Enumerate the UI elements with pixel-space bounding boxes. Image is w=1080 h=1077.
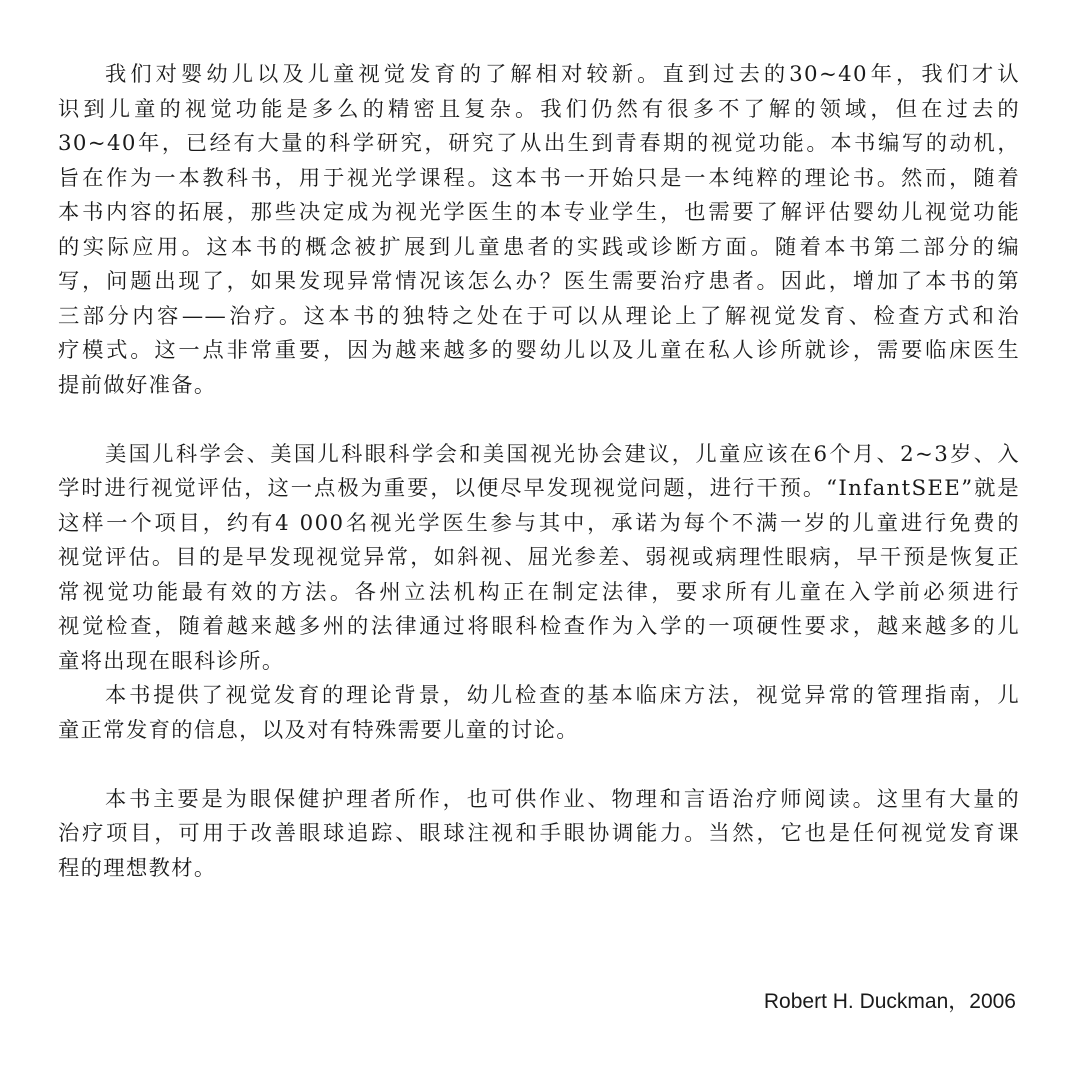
text-line: 旨在作为一本教科书，用于视光学课程。这本书一开始只是一本纯粹的理论书。然而，随着 bbox=[58, 165, 1020, 191]
text-line: 的实际应用。这本书的概念被扩展到儿童患者的实践或诊断方面。随着本书第二部分的编 bbox=[58, 234, 1020, 260]
text-line: 治疗项目，可用于改善眼球追踪、眼球注视和手眼协调能力。当然，它也是任何视觉发育课 bbox=[58, 821, 1020, 846]
text-line: 童正常发育的信息，以及对有特殊需要儿童的讨论。 bbox=[58, 717, 579, 743]
text-line: 本书内容的拓展，那些决定成为视光学医生的本专业学生，也需要了解评估婴幼儿视觉功能 bbox=[58, 200, 1020, 225]
paragraph-spacer bbox=[58, 748, 1020, 783]
preface-body bbox=[58, 58, 1020, 886]
text-line: 这样一个项目，约有4 000名视光学医生参与其中，承诺为每个不满一岁的儿童进行免费的 bbox=[58, 510, 1020, 536]
text-line: 本书提供了视觉发育的理论背景，幼儿检查的基本临床方法，视觉异常的管理指南，儿 bbox=[105, 683, 1020, 708]
text-line: 常视觉功能最有效的方法。各州立法机构正在制定法律，要求所有儿童在入学前必须进行 bbox=[58, 579, 1020, 605]
author-signature: Robert H. Duckman，2006 bbox=[763, 990, 1016, 1013]
text-line: 识到儿童的视觉功能是多么的精密且复杂。我们仍然有很多不了解的领域，但在过去的 bbox=[58, 96, 1020, 122]
text-line: 本书主要是为眼保健护理者所作，也可供作业、物理和言语治疗师阅读。这里有大量的 bbox=[105, 786, 1020, 812]
text-line: 视觉检查，随着越来越多州的法律通过将眼科检查作为入学的一项硬性要求，越来越多的儿 bbox=[58, 614, 1020, 639]
text-line: 30~40年，已经有大量的科学研究，研究了从出生到青春期的视觉功能。本书编写的动机， bbox=[58, 131, 1020, 156]
text-line: 童将出现在眼科诊所。 bbox=[58, 648, 285, 674]
text-line: 视觉评估。目的是早发现视觉异常，如斜视、屈光参差、弱视或病理性眼病，早干预是恢复正 bbox=[58, 545, 1020, 570]
text-line: 学时进行视觉评估，这一点极为重要，以便尽早发现视觉问题，进行干预。“InfantSEE”就是 bbox=[58, 476, 1020, 501]
text-line: 程的理想教材。 bbox=[58, 855, 217, 881]
paragraph-spacer bbox=[58, 403, 1020, 438]
paragraph-4 bbox=[58, 783, 1020, 887]
text-line: 疗模式。这一点非常重要，因为越来越多的婴幼儿以及儿童在私人诊所就诊，需要临床医生 bbox=[58, 338, 1020, 363]
text-line: 我们对婴幼儿以及儿童视觉发育的了解相对较新。直到过去的30~40年，我们才认 bbox=[105, 62, 1020, 87]
text-line: 美国儿科学会、美国儿科眼科学会和美国视光协会建议，儿童应该在6个月、2~3岁、入 bbox=[105, 441, 1020, 467]
text-line: 提前做好准备。 bbox=[58, 372, 217, 398]
paragraph-2 bbox=[58, 438, 1020, 680]
paragraph-1 bbox=[58, 58, 1020, 403]
text-line: 三部分内容——治疗。这本书的独特之处在于可以从理论上了解视觉发育、检查方式和治 bbox=[58, 303, 1020, 329]
text-line: 写，问题出现了，如果发现异常情况该怎么办？医生需要治疗患者。因此，增加了本书的第 bbox=[58, 269, 1020, 294]
paragraph-3 bbox=[58, 679, 1020, 748]
